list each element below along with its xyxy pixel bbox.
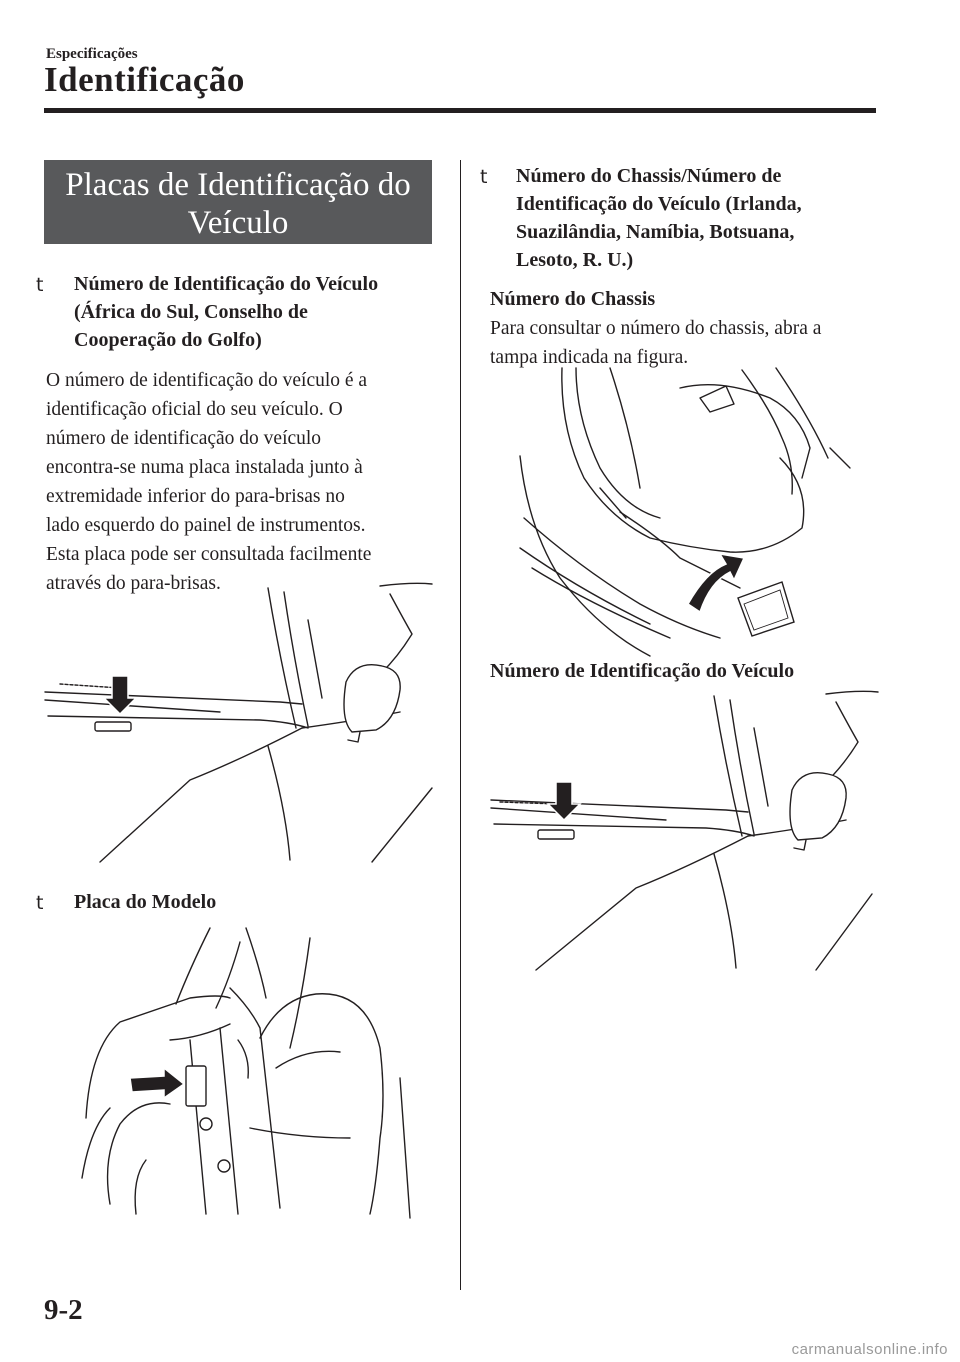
bullet-icon: t [36, 274, 44, 296]
header-rule [44, 108, 876, 113]
page-number: 9-2 [44, 1294, 83, 1326]
heading-line: Identificação do Veículo (Irlanda, [516, 193, 802, 215]
body-line: Para consultar o número do chassis, abra a [490, 318, 822, 339]
watermark: carmanualsonline.info [791, 1341, 948, 1358]
body-line: tampa indicada na figura. [490, 347, 689, 368]
column-divider [460, 160, 461, 1290]
chassis-cover-illustration [520, 368, 850, 658]
banner-line-1: Placas de Identificação do [65, 167, 411, 203]
model-plate-heading: Placa do Modelo [74, 891, 217, 913]
body-line: identificação oficial do seu veículo. O [46, 399, 343, 420]
bullet-icon: t [480, 166, 488, 188]
vin-plate-illustration [486, 688, 886, 978]
body-line: Esta placa pode ser consultada facilmente [46, 544, 372, 565]
body-line: número de identificação do veículo [46, 428, 322, 449]
heading-line: Cooperação do Golfo) [74, 329, 262, 351]
body-line: O número de identificação do veículo é a [46, 370, 368, 391]
heading-line: Lesoto, R. U.) [516, 249, 634, 271]
banner-line-2: Veículo [187, 205, 289, 241]
body-line: extremidade inferior do para-brisas no [46, 486, 345, 507]
vin-caption: Número de Identificação do Veículo [490, 660, 795, 682]
section-banner [44, 160, 432, 244]
body-line: lado esquerdo do painel de instrumentos. [46, 515, 366, 536]
bullet-icon: t [36, 892, 44, 914]
chassis-description [490, 314, 821, 372]
vin-description [46, 366, 371, 598]
windshield-vin-illustration [40, 580, 440, 870]
model-plate-illustration [80, 928, 410, 1218]
heading-line: Número do Chassis/Número de [516, 165, 782, 187]
heading-line: Suazilândia, Namíbia, Botsuana, [516, 221, 795, 243]
vin-south-africa-heading [74, 270, 378, 354]
body-line: encontra-se numa placa instalada junto à [46, 457, 363, 478]
chassis-number-label: Número do Chassis [490, 288, 656, 310]
heading-line: (África do Sul, Conselho de [74, 301, 308, 323]
chassis-vin-heading [516, 162, 802, 274]
section-label: Especificações [46, 46, 138, 62]
body-line: através do para-brisas. [46, 573, 221, 594]
chapter-title: Identificação [44, 60, 245, 99]
heading-line: Número de Identificação do Veículo [74, 273, 379, 295]
